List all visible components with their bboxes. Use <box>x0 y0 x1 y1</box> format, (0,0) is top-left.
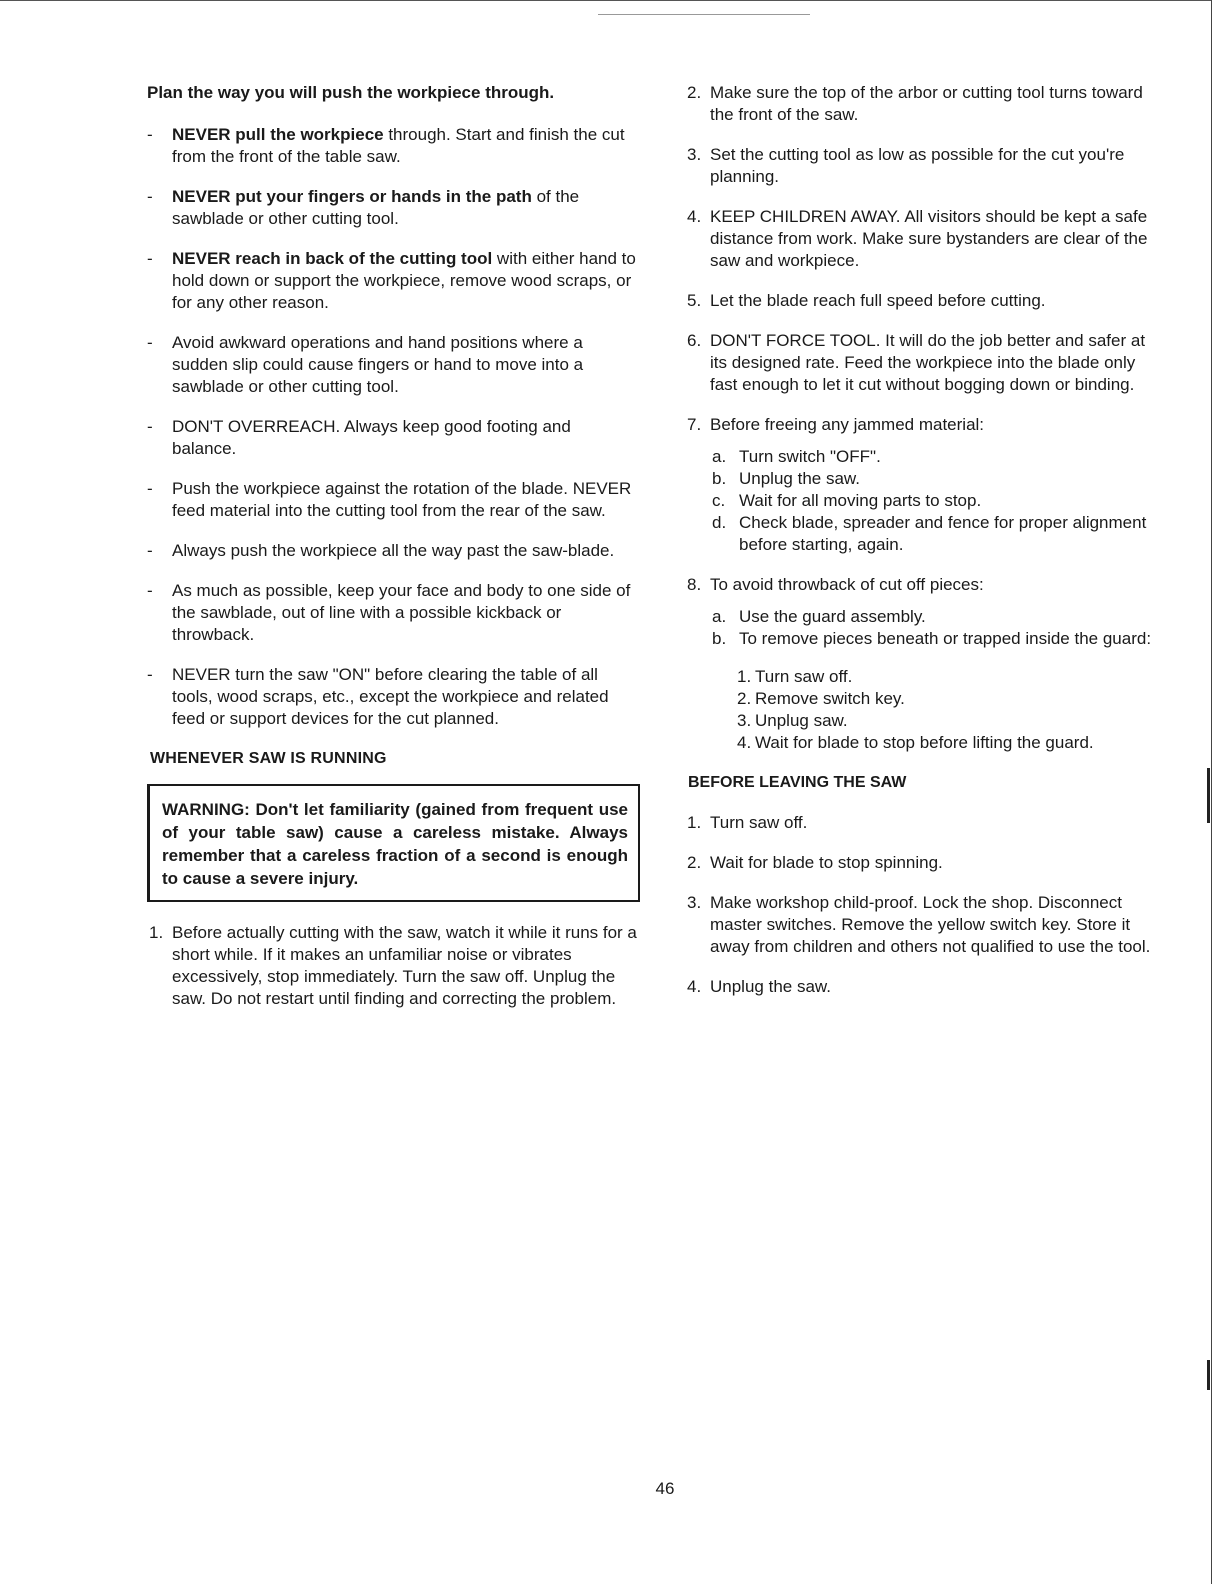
numbered-item: 3. Make workshop child-proof. Lock the shop. Disconnect master switches. Remove the yellow switch key. Store it away from children and others not qualified to use the tool. <box>687 893 1151 956</box>
numbered-item: 4. Unplug the saw. <box>687 977 831 996</box>
sub-sub-item: 1. Turn saw off. <box>737 667 853 686</box>
numbered-item: 7. Before freeing any jammed material: a. Turn switch "OFF". b. Unplug the saw. c. Wait for all moving parts to stop. d. Check blade, spreader and fence for proper alignment before starting, again. <box>685 414 1155 556</box>
jammed-steps <box>712 446 1155 556</box>
section-heading-leaving: BEFORE LEAVING THE SAW <box>688 774 907 791</box>
sub-sub-item: 2. Remove switch key. <box>737 689 905 708</box>
scan-mark <box>1207 1360 1210 1390</box>
sub-item: d. Check blade, spreader and fence for proper alignment before starting, again. <box>712 513 1147 554</box>
numbered-item: 1. Turn saw off. <box>687 813 808 832</box>
top-rule <box>598 14 810 15</box>
right-column <box>685 82 1155 1016</box>
intro-heading: Plan the way you will push the workpiece through. <box>147 83 555 102</box>
bullet-item: - NEVER put your fingers or hands in the path of the sawblade or other cutting tool. <box>147 187 580 228</box>
sub-item: a. Use the guard assembly. <box>712 607 926 626</box>
numbered-item: 5. Let the blade reach full speed before cutting. <box>687 291 1046 310</box>
sub-sub-item: 3. Unplug saw. <box>737 711 848 730</box>
left-column <box>147 82 637 1028</box>
bullet-item: - Push the workpiece against the rotation of the blade. NEVER feed material into the cutting tool from the rear of the saw. <box>147 479 632 520</box>
bullet-item: - Always push the workpiece all the way past the saw-blade. <box>147 541 615 560</box>
numbered-item: 4. KEEP CHILDREN AWAY. All visitors should be kept a safe distance from work. Make sure bystanders are clear of the saw and workpiece. <box>687 207 1148 270</box>
numbered-item: 3. Set the cutting tool as low as possible for the cut you're planning. <box>687 145 1125 186</box>
page-right-edge <box>1211 0 1212 1584</box>
guard-steps <box>737 666 1155 754</box>
numbered-item: 2. Wait for blade to stop spinning. <box>687 853 943 872</box>
numbered-item: 6. DON'T FORCE TOOL. It will do the job better and safer at its designed rate. Feed the workpiece into the blade only fast enough to let it cut without bogging down or binding. <box>687 331 1146 394</box>
numbered-item: 2. Make sure the top of the arbor or cutting tool turns toward the front of the saw. <box>687 83 1143 124</box>
page-top-edge <box>0 0 1212 1</box>
sub-sub-item: 4. Wait for blade to stop before lifting the guard. <box>737 733 1094 752</box>
warning-box: WARNING: Don't let familiarity (gained from frequent use of your table saw) cause a careless mistake. Always remember that a careless fraction of a second is enough to cause a severe injury. <box>147 784 640 902</box>
sub-item: b. Unplug the saw. <box>712 469 860 488</box>
sub-item: c. Wait for all moving parts to stop. <box>712 491 982 510</box>
scan-mark <box>1207 768 1210 823</box>
bullet-item: - As much as possible, keep your face and body to one side of the sawblade, out of line with a possible kickback or throwback. <box>147 581 631 644</box>
sub-item: a. Turn switch "OFF". <box>712 447 881 466</box>
bullet-item: - DON'T OVERREACH. Always keep good footing and balance. <box>147 417 571 458</box>
numbered-item: 8. To avoid throwback of cut off pieces: a. Use the guard assembly. b. To remove pieces beneath or trapped inside the guard: 1. Turn saw off. 2. Remove switch key. 3. Unplug saw. 4. Wait for blade to stop before lifting the guard. <box>685 574 1155 754</box>
bullet-item: - NEVER reach in back of the cutting tool with either hand to hold down or support the workpiece, remove wood scraps, or for any other reason. <box>147 249 636 312</box>
section-heading-running: WHENEVER SAW IS RUNNING <box>150 750 387 767</box>
bullet-item: - NEVER turn the saw "ON" before clearing the table of all tools, wood scraps, etc., except the workpiece and related feed or support devices for the cut planned. <box>147 665 609 728</box>
sub-item: b. To remove pieces beneath or trapped inside the guard: <box>712 629 1152 648</box>
throwback-steps <box>712 606 1155 650</box>
bullet-item: - Avoid awkward operations and hand positions where a sudden slip could cause fingers or hand to move into a sawblade or other cutting tool. <box>147 333 584 396</box>
bullet-item: - NEVER pull the workpiece through. Start and finish the cut from the front of the table saw. <box>147 125 625 166</box>
page-number: 46 <box>655 1479 675 1498</box>
numbered-item: 1. Before actually cutting with the saw, watch it while it runs for a short while. If it makes an unfamiliar noise or vibrates excessively, stop immediately. Turn the saw off. Unplug the saw. Do not restart until finding and correcting the problem. <box>149 923 637 1008</box>
